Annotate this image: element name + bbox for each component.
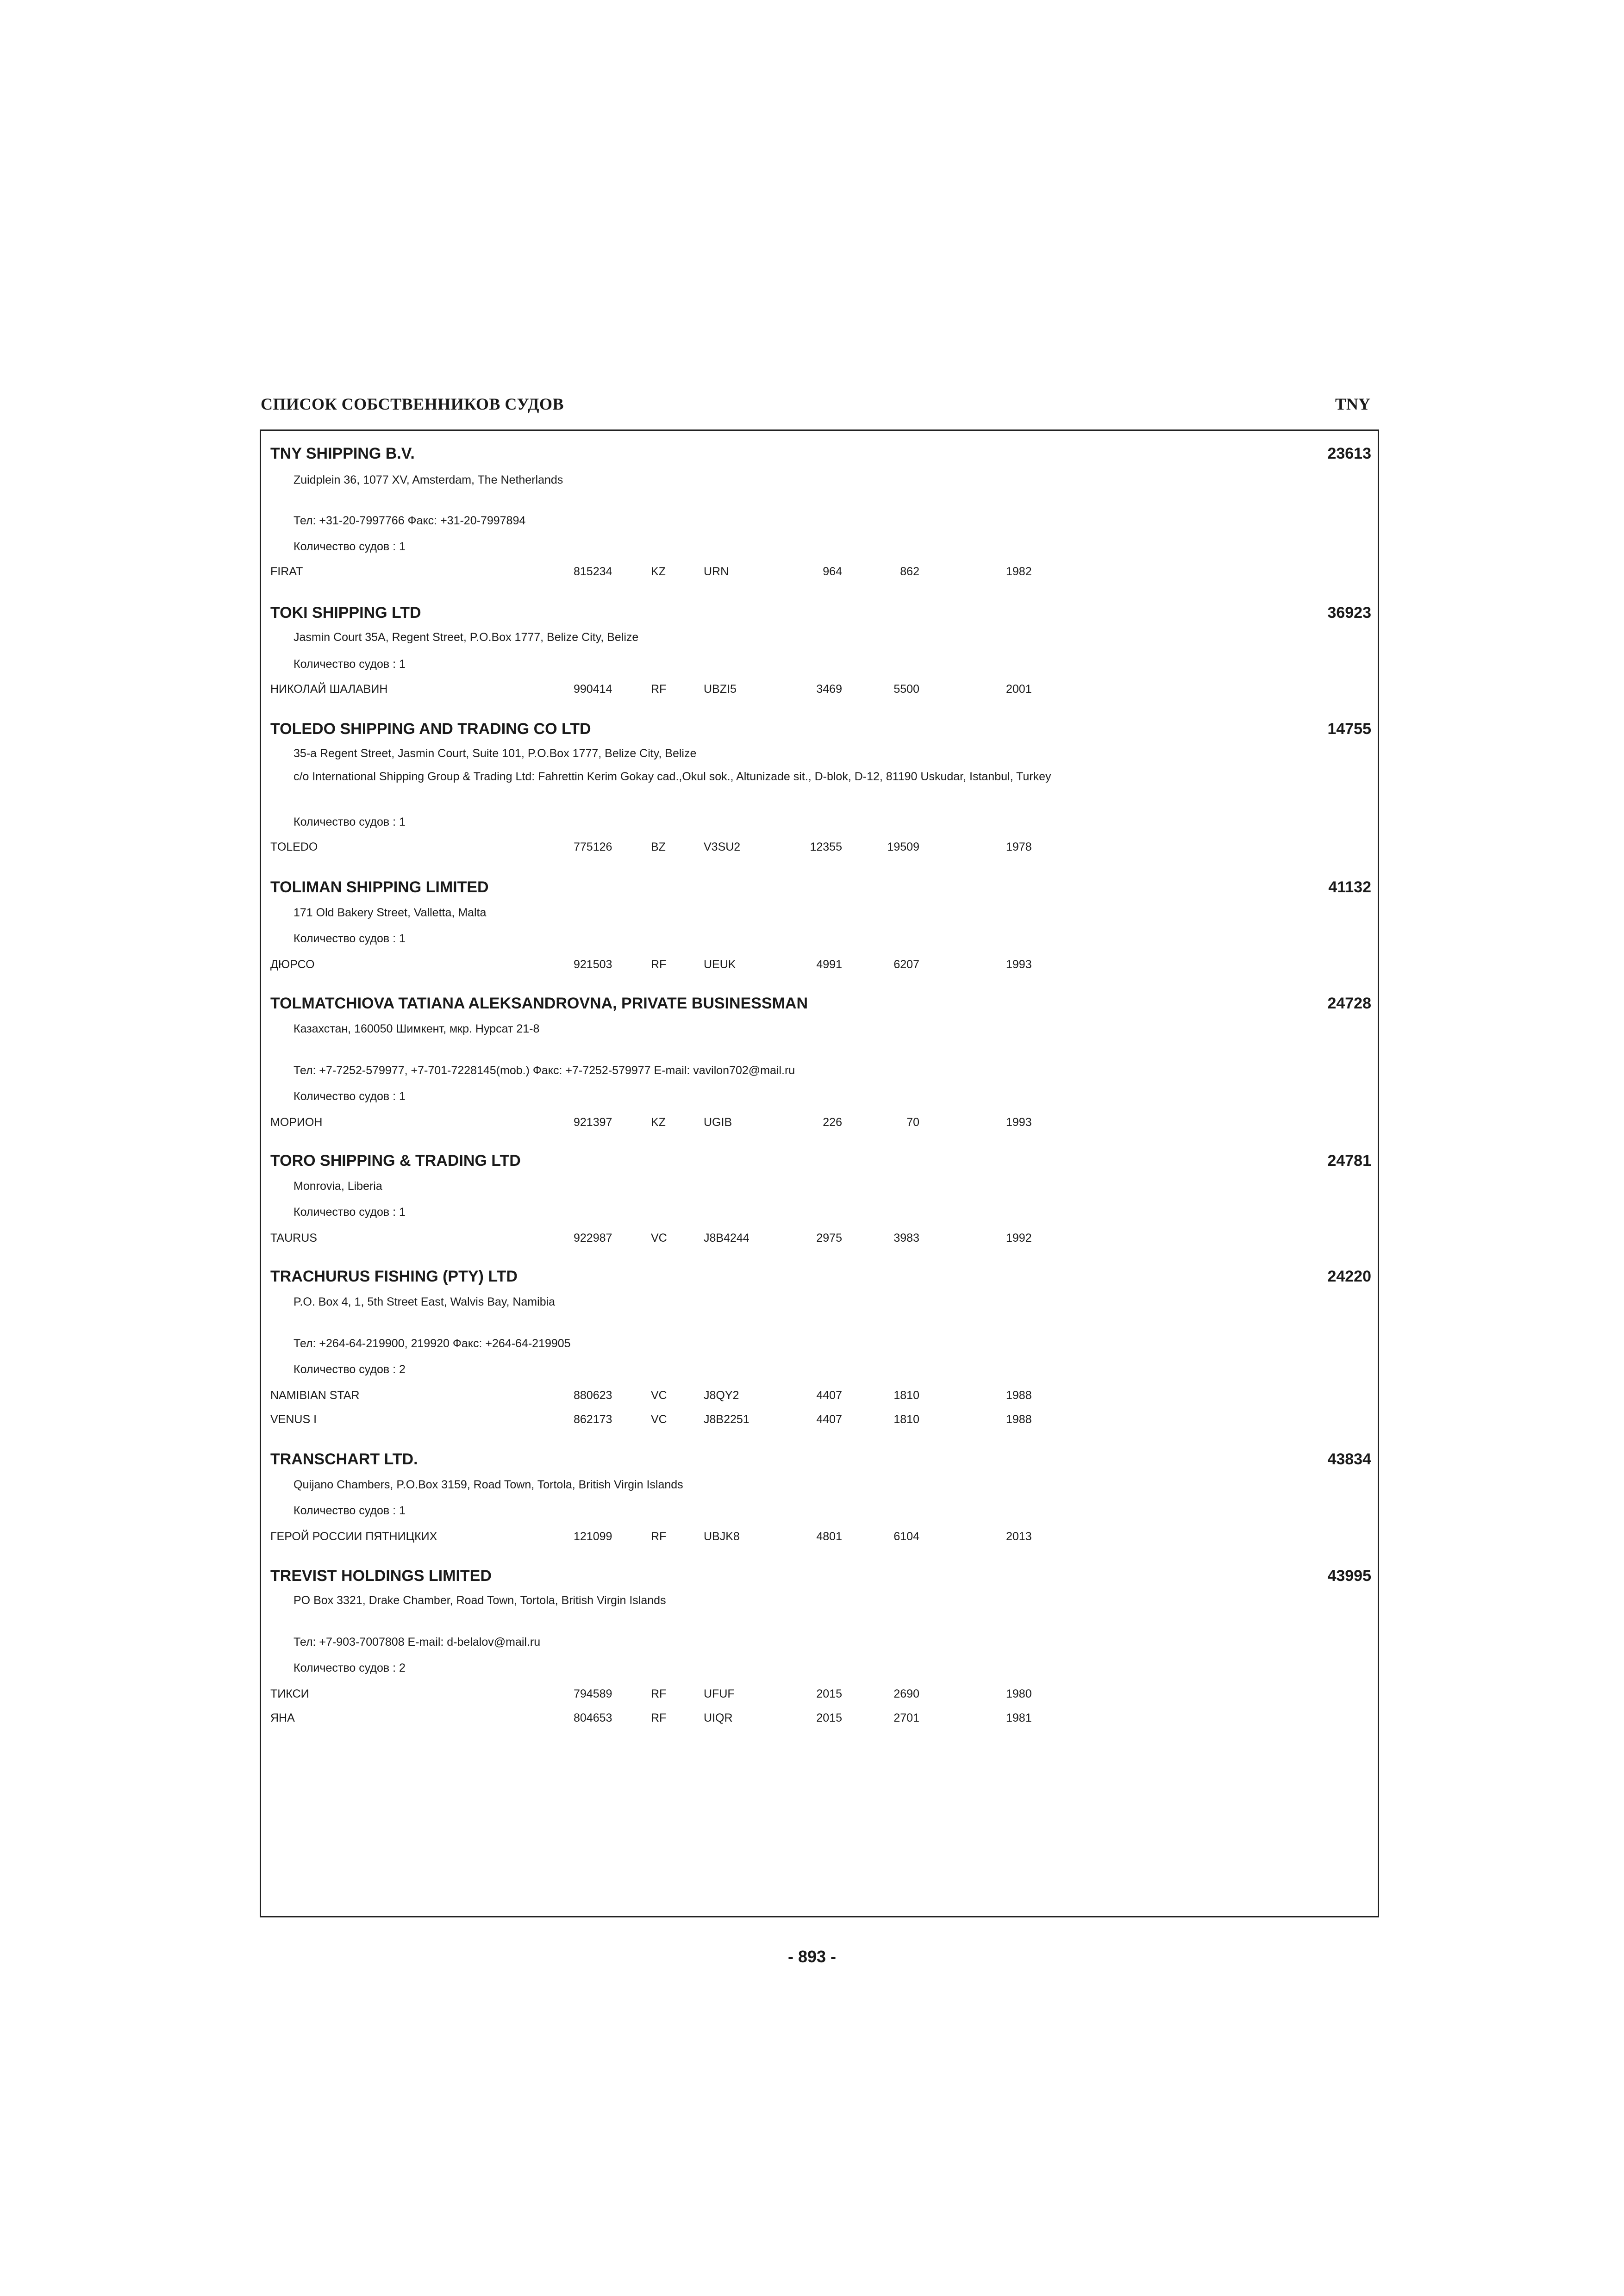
vessel-imo: 921397 — [574, 1116, 612, 1129]
vessel-gt: 226 — [823, 1116, 842, 1129]
owner-name: TOKI SHIPPING LTD — [270, 604, 421, 622]
vessel-row — [261, 1232, 1378, 1246]
vessel-callsign: UBZI5 — [704, 683, 737, 696]
owner-address: 171 Old Bakery Street, Valletta, Malta — [294, 906, 487, 919]
vessel-flag: KZ — [651, 1116, 666, 1129]
vessel-year: 1978 — [1006, 840, 1032, 853]
vessel-year: 1988 — [1006, 1389, 1032, 1402]
owner-name: TRACHURUS FISHING (PTY) LTD — [270, 1268, 518, 1285]
vessel-year: 1980 — [1006, 1687, 1032, 1700]
vessel-flag: RF — [651, 1530, 667, 1543]
owners-list-frame — [260, 429, 1379, 1917]
page-header-title: СПИСОК СОБСТВЕННИКОВ СУДОВ — [261, 395, 564, 413]
vessel-count: Количество судов : 1 — [294, 540, 406, 553]
vessel-imo: 880623 — [574, 1389, 612, 1402]
owner-id: 24220 — [1327, 1268, 1371, 1285]
vessel-year: 1992 — [1006, 1232, 1032, 1244]
vessel-gt: 2015 — [816, 1687, 842, 1700]
vessel-flag: VC — [651, 1389, 667, 1402]
vessel-name: ГЕРОЙ РОССИИ ПЯТНИЦКИХ — [270, 1530, 437, 1543]
owner-address: Казахстан, 160050 Шимкент, мкр. Нурсат 21-8 — [294, 1022, 540, 1035]
vessel-imo: 921503 — [574, 958, 612, 971]
owner-name: TREVIST HOLDINGS LIMITED — [270, 1567, 492, 1585]
vessel-imo: 804653 — [574, 1711, 612, 1724]
vessel-row — [261, 1413, 1378, 1428]
vessel-gt: 4407 — [816, 1413, 842, 1426]
vessel-imo: 121099 — [574, 1530, 612, 1543]
vessel-name: НИКОЛАЙ ШАЛАВИН — [270, 683, 388, 696]
vessel-row — [261, 1711, 1378, 1726]
vessel-callsign: J8B2251 — [704, 1413, 750, 1426]
owner-name: TOLEDO SHIPPING AND TRADING CO LTD — [270, 720, 591, 738]
owner-id: 43995 — [1327, 1567, 1371, 1585]
vessel-year: 1981 — [1006, 1711, 1032, 1724]
vessel-year: 2001 — [1006, 683, 1032, 696]
vessel-name: ТИКСИ — [270, 1687, 309, 1700]
vessel-year: 1993 — [1006, 958, 1032, 971]
owner-address: P.O. Box 4, 1, 5th Street East, Walvis Bay, Namibia — [294, 1295, 556, 1308]
vessel-imo: 990414 — [574, 683, 612, 696]
owner-id: 23613 — [1327, 445, 1371, 462]
vessel-count: Количество судов : 1 — [294, 932, 406, 945]
vessel-flag: RF — [651, 1687, 667, 1700]
vessel-dwt: 2701 — [893, 1711, 919, 1724]
vessel-name: TOLEDO — [270, 840, 318, 853]
vessel-name: FIRAT — [270, 565, 303, 578]
vessel-count: Количество судов : 1 — [294, 1090, 406, 1103]
owner-address: Zuidplein 36, 1077 XV, Amsterdam, The Netherlands — [294, 473, 563, 486]
vessel-flag: VC — [651, 1413, 667, 1426]
owner-contact: Тел: +7-903-7007808 E-mail: d-belalov@mail.ru — [294, 1636, 541, 1649]
owner-id: 14755 — [1327, 720, 1371, 738]
vessel-row — [261, 1116, 1378, 1131]
owner-contact: Тел: +264-64-219900, 219920 Факс: +264-64-219905 — [294, 1337, 571, 1350]
vessel-dwt: 862 — [900, 565, 919, 578]
vessel-dwt: 6207 — [893, 958, 919, 971]
vessel-gt: 2975 — [816, 1232, 842, 1244]
vessel-callsign: UBJK8 — [704, 1530, 740, 1543]
vessel-row — [261, 1389, 1378, 1404]
owner-id: 24728 — [1327, 995, 1371, 1012]
vessel-count: Количество судов : 2 — [294, 1363, 406, 1376]
owner-id: 43834 — [1327, 1450, 1371, 1468]
vessel-year: 1988 — [1006, 1413, 1032, 1426]
vessel-gt: 4991 — [816, 958, 842, 971]
vessel-gt: 4407 — [816, 1389, 842, 1402]
vessel-count: Количество судов : 1 — [294, 1206, 406, 1219]
vessel-imo: 775126 — [574, 840, 612, 853]
vessel-name: NAMIBIAN STAR — [270, 1389, 360, 1402]
vessel-callsign: UIQR — [704, 1711, 733, 1724]
vessel-callsign: J8B4244 — [704, 1232, 750, 1244]
vessel-name: VENUS I — [270, 1413, 317, 1426]
vessel-count: Количество судов : 1 — [294, 658, 406, 671]
vessel-gt: 12355 — [810, 840, 842, 853]
owner-contact: Тел: +31-20-7997766 Факс: +31-20-7997894 — [294, 514, 526, 527]
vessel-dwt: 6104 — [893, 1530, 919, 1543]
vessel-imo: 862173 — [574, 1413, 612, 1426]
vessel-callsign: UFUF — [704, 1687, 735, 1700]
owner-id: 36923 — [1327, 604, 1371, 622]
owner-address: Jasmin Court 35A, Regent Street, P.O.Box 1777, Belize City, Belize — [294, 631, 639, 644]
vessel-name: МОРИОН — [270, 1116, 323, 1129]
vessel-count: Количество судов : 2 — [294, 1661, 406, 1674]
vessel-row — [261, 683, 1378, 697]
owner-address: Monrovia, Liberia — [294, 1180, 382, 1193]
vessel-row — [261, 1530, 1378, 1545]
owner-name: TRANSCHART LTD. — [270, 1450, 418, 1468]
vessel-name: TAURUS — [270, 1232, 317, 1244]
owner-name: TOLIMAN SHIPPING LIMITED — [270, 878, 489, 896]
vessel-callsign: UEUK — [704, 958, 736, 971]
vessel-row — [261, 958, 1378, 973]
vessel-year: 1982 — [1006, 565, 1032, 578]
vessel-dwt: 5500 — [893, 683, 919, 696]
vessel-row — [261, 840, 1378, 855]
vessel-imo: 922987 — [574, 1232, 612, 1244]
vessel-flag: RF — [651, 1711, 667, 1724]
vessel-count: Количество судов : 1 — [294, 815, 406, 828]
vessel-dwt: 19509 — [887, 840, 919, 853]
vessel-dwt: 3983 — [893, 1232, 919, 1244]
vessel-callsign: URN — [704, 565, 729, 578]
page-header-code: TNY — [1335, 395, 1371, 413]
owner-name: TNY SHIPPING B.V. — [270, 445, 415, 462]
vessel-dwt: 70 — [906, 1116, 919, 1129]
vessel-gt: 4801 — [816, 1530, 842, 1543]
vessel-year: 2013 — [1006, 1530, 1032, 1543]
vessel-flag: KZ — [651, 565, 666, 578]
vessel-dwt: 1810 — [893, 1389, 919, 1402]
vessel-dwt: 2690 — [893, 1687, 919, 1700]
vessel-imo: 815234 — [574, 565, 612, 578]
vessel-imo: 794589 — [574, 1687, 612, 1700]
vessel-count: Количество судов : 1 — [294, 1504, 406, 1517]
vessel-callsign: UGIB — [704, 1116, 732, 1129]
owner-address: Quijano Chambers, P.O.Box 3159, Road Town, Tortola, British Virgin Islands — [294, 1478, 683, 1491]
vessel-gt: 964 — [823, 565, 842, 578]
vessel-flag: RF — [651, 683, 667, 696]
owner-name: TORO SHIPPING & TRADING LTD — [270, 1152, 521, 1170]
vessel-callsign: J8QY2 — [704, 1389, 739, 1402]
page-number: - 893 - — [787, 1947, 837, 1966]
vessel-flag: VC — [651, 1232, 667, 1244]
vessel-year: 1993 — [1006, 1116, 1032, 1129]
vessel-callsign: V3SU2 — [704, 840, 741, 853]
vessel-row — [261, 1687, 1378, 1702]
vessel-flag: BZ — [651, 840, 666, 853]
owner-contact: Тел: +7-7252-579977, +7-701-7228145(mob.) Факс: +7-7252-579977 E-mail: vavilon702@mail.ru — [294, 1064, 795, 1077]
owner-address: PO Box 3321, Drake Chamber, Road Town, Tortola, British Virgin Islands — [294, 1594, 666, 1607]
vessel-name: ЯНА — [270, 1711, 295, 1724]
vessel-row — [261, 565, 1378, 580]
owner-address: 35-a Regent Street, Jasmin Court, Suite 101, P.O.Box 1777, Belize City, Belize — [294, 747, 697, 760]
owner-id: 41132 — [1328, 878, 1371, 896]
vessel-gt: 2015 — [816, 1711, 842, 1724]
owner-id: 24781 — [1327, 1152, 1371, 1170]
owner-address-2: c/o International Shipping Group & Trading Ltd: Fahrettin Kerim Gokay cad.,Okul sok., Altunizade sit., D-blok, D-12, 81190 Uskudar, Istanbul, Turkey — [294, 770, 1051, 783]
vessel-flag: RF — [651, 958, 667, 971]
owner-name: TOLMATCHIOVA TATIANA ALEKSANDROVNA, PRIVATE BUSINESSMAN — [270, 995, 808, 1012]
vessel-name: ДЮРСО — [270, 958, 315, 971]
vessel-gt: 3469 — [816, 683, 842, 696]
vessel-dwt: 1810 — [893, 1413, 919, 1426]
